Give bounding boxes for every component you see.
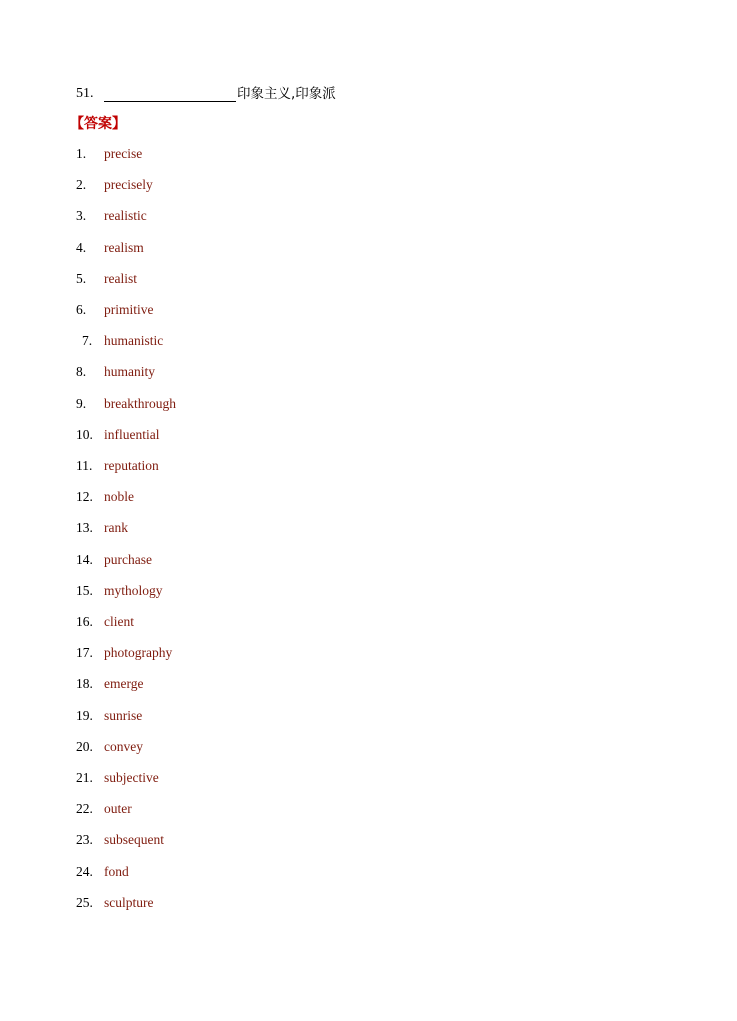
answer-number: 4. bbox=[76, 240, 87, 255]
answer-number: 2. bbox=[76, 177, 87, 192]
question-number: 51. bbox=[76, 86, 94, 101]
answer-number: 13. bbox=[76, 520, 93, 535]
answer-number: 20. bbox=[76, 739, 93, 754]
question-51 bbox=[76, 82, 336, 102]
answer-number: 21. bbox=[76, 770, 93, 785]
answer-word: realist bbox=[104, 271, 137, 286]
answer-number: 19. bbox=[76, 708, 93, 723]
answer-word: convey bbox=[104, 739, 143, 754]
answer-number: 10. bbox=[76, 427, 93, 442]
answer-word: purchase bbox=[104, 552, 152, 567]
answer-heading: 【答案】 bbox=[70, 116, 126, 132]
answer-word: fond bbox=[104, 864, 129, 879]
answer-word: influential bbox=[104, 427, 160, 442]
question-text: 印象主义,印象派 bbox=[237, 86, 336, 102]
answer-number: 3. bbox=[76, 208, 87, 223]
answer-word: rank bbox=[104, 520, 128, 535]
answer-word: precise bbox=[104, 146, 143, 161]
answer-word: emerge bbox=[104, 676, 144, 691]
answer-number: 12. bbox=[76, 489, 93, 504]
answer-number: 24. bbox=[76, 864, 93, 879]
answer-number: 16. bbox=[76, 614, 93, 629]
answer-number: 11. bbox=[76, 458, 93, 473]
answer-word: sunrise bbox=[104, 708, 143, 723]
answer-blank bbox=[104, 86, 236, 102]
answer-number: 8. bbox=[76, 364, 87, 379]
answer-number: 14. bbox=[76, 552, 93, 567]
answer-word: realistic bbox=[104, 208, 147, 223]
answer-word: reputation bbox=[104, 458, 159, 473]
answer-number: 17. bbox=[76, 645, 93, 660]
answer-number: 5. bbox=[76, 271, 87, 286]
answer-word: humanistic bbox=[104, 333, 164, 348]
answer-word: noble bbox=[104, 489, 134, 504]
answer-word: subsequent bbox=[104, 832, 164, 847]
answer-word: photography bbox=[104, 645, 173, 660]
answer-word: realism bbox=[104, 240, 144, 255]
answer-word: client bbox=[104, 614, 134, 629]
answer-number: 15. bbox=[76, 583, 93, 598]
answer-word: precisely bbox=[104, 177, 153, 192]
answer-number: 1. bbox=[76, 146, 87, 161]
answer-number: 23. bbox=[76, 832, 93, 847]
answer-word: subjective bbox=[104, 770, 159, 785]
answer-word: outer bbox=[104, 801, 132, 816]
answer-word: primitive bbox=[104, 302, 154, 317]
answer-number: 9. bbox=[76, 396, 87, 411]
answer-word: breakthrough bbox=[104, 396, 176, 411]
answer-number: 6. bbox=[76, 302, 87, 317]
answer-word: humanity bbox=[104, 364, 155, 379]
answer-number: 18. bbox=[76, 676, 93, 691]
answer-number: 25. bbox=[76, 895, 93, 910]
answer-number: 22. bbox=[76, 801, 93, 816]
answer-word: sculpture bbox=[104, 895, 154, 910]
answer-word: mythology bbox=[104, 583, 163, 598]
answer-number: 7. bbox=[82, 333, 93, 348]
